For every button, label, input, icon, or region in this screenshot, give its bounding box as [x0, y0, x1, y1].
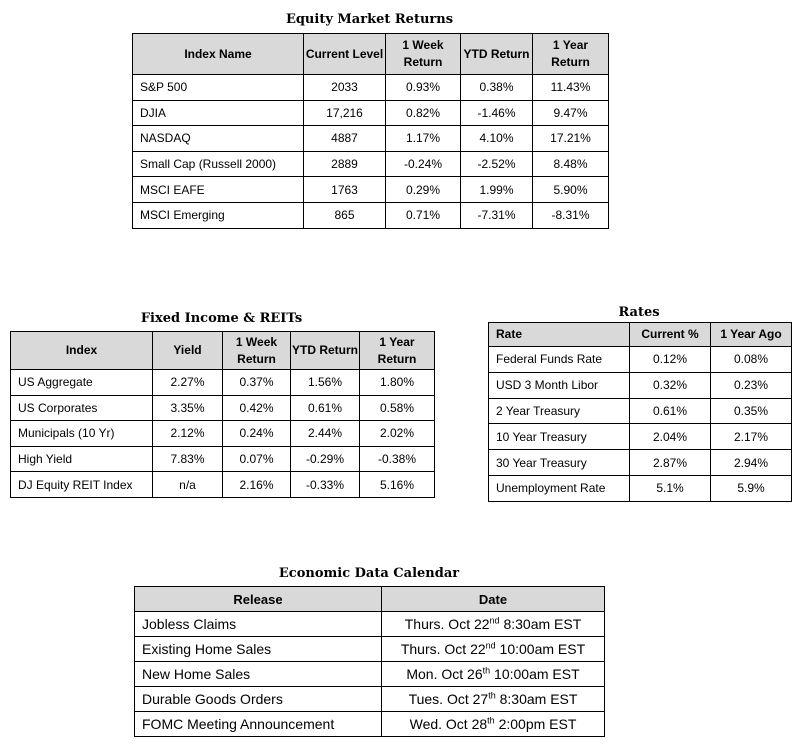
calendar-date-time: 8:30am EST	[499, 616, 582, 632]
fixed-header-week: 1 Week Return	[223, 332, 291, 370]
fixed-row	[11, 446, 435, 472]
equity-cell: 865	[304, 202, 386, 228]
fixed-cell: 2.16%	[223, 472, 291, 498]
fixed-title: Fixed Income & REITs	[140, 311, 303, 326]
calendar-date-day: Thurs. Oct 22	[404, 616, 490, 632]
fixed-row	[11, 472, 435, 498]
fixed-cell: n/a	[153, 472, 223, 498]
equity-cell: 4887	[304, 126, 386, 152]
rates-cell: 5.1%	[630, 475, 711, 501]
rates-cell: 2.04%	[630, 424, 711, 450]
fixed-cell: 0.24%	[223, 421, 291, 447]
rates-row	[489, 424, 792, 450]
equity-row	[133, 177, 609, 203]
equity-cell: 2889	[304, 151, 386, 177]
equity-row	[133, 151, 609, 177]
rates-rows	[489, 347, 792, 502]
fixed-cell: -0.38%	[360, 446, 435, 472]
equity-cell: 0.93%	[386, 75, 461, 101]
calendar-date-suffix: th	[482, 665, 491, 676]
fixed-table	[10, 331, 435, 498]
calendar-date-time: 2:00pm EST	[494, 716, 577, 732]
equity-cell: 5.90%	[533, 177, 609, 203]
calendar-rows	[135, 612, 605, 737]
equity-row-label: NASDAQ	[133, 126, 304, 152]
equity-cell: 17,216	[304, 100, 386, 126]
rates-header-current: Current %	[630, 323, 711, 347]
fixed-cell: 2.27%	[153, 370, 223, 396]
rates-cell: 0.23%	[711, 372, 792, 398]
rates-row	[489, 450, 792, 476]
fixed-rows	[11, 370, 435, 498]
rates-cell: 0.61%	[630, 398, 711, 424]
fixed-header-year: 1 Year Return	[360, 332, 435, 370]
equity-cell: 0.82%	[386, 100, 461, 126]
rates-row	[489, 398, 792, 424]
calendar-date-day: Thurs. Oct 22	[400, 641, 486, 657]
equity-row	[133, 126, 609, 152]
rates-header-rate: Rate	[489, 323, 630, 347]
equity-header-level: Current Level	[304, 34, 386, 75]
equity-cell: 1763	[304, 177, 386, 203]
fixed-cell: 2.02%	[360, 421, 435, 447]
equity-cell: 17.21%	[533, 126, 609, 152]
equity-row-label: MSCI Emerging	[133, 202, 304, 228]
equity-cell: -1.46%	[461, 100, 533, 126]
fixed-cell: 0.42%	[223, 395, 291, 421]
rates-row	[489, 475, 792, 501]
fixed-header-yield: Yield	[153, 332, 223, 370]
fixed-cell: 3.35%	[153, 395, 223, 421]
fixed-cell: 2.12%	[153, 421, 223, 447]
equity-title: Equity Market Returns	[285, 12, 454, 27]
rates-row-label: Unemployment Rate	[489, 475, 630, 501]
rates-cell: 0.12%	[630, 347, 711, 373]
fixed-header-index: Index	[11, 332, 153, 370]
fixed-row	[11, 395, 435, 421]
calendar-date-suffix: th	[488, 690, 496, 701]
calendar-date	[382, 687, 605, 712]
rates-table	[488, 322, 792, 502]
calendar-header-release: Release	[135, 587, 382, 612]
equity-header-name: Index Name	[133, 34, 304, 75]
calendar-date	[382, 712, 605, 737]
fixed-cell: 1.56%	[291, 370, 360, 396]
calendar-title: Economic Data Calendar	[278, 566, 460, 581]
equity-row	[133, 100, 609, 126]
fixed-cell: 0.37%	[223, 370, 291, 396]
equity-cell: 11.43%	[533, 75, 609, 101]
equity-cell: 0.71%	[386, 202, 461, 228]
calendar-date-time: 10:00am EST	[495, 641, 586, 657]
equity-cell: 0.29%	[386, 177, 461, 203]
rates-row-label: USD 3 Month Libor	[489, 372, 630, 398]
fixed-cell: 0.07%	[223, 446, 291, 472]
rates-cell: 2.87%	[630, 450, 711, 476]
calendar-date-suffix: th	[487, 715, 495, 726]
fixed-row	[11, 370, 435, 396]
calendar-date-suffix: nd	[485, 640, 496, 651]
equity-row-label: MSCI EAFE	[133, 177, 304, 203]
fixed-cell: -0.33%	[291, 472, 360, 498]
calendar-release: FOMC Meeting Announcement	[135, 712, 382, 737]
rates-cell: 0.08%	[711, 347, 792, 373]
equity-row-label: S&P 500	[133, 75, 304, 101]
equity-rows	[133, 75, 609, 229]
equity-cell: -0.24%	[386, 151, 461, 177]
equity-cell: -2.52%	[461, 151, 533, 177]
fixed-row	[11, 421, 435, 447]
fixed-row-label: Municipals (10 Yr)	[11, 421, 153, 447]
calendar-date-time: 8:30am EST	[495, 691, 578, 707]
equity-cell: 2033	[304, 75, 386, 101]
equity-row-label: Small Cap (Russell 2000)	[133, 151, 304, 177]
equity-row	[133, 202, 609, 228]
rates-cell: 2.17%	[711, 424, 792, 450]
rates-row	[489, 372, 792, 398]
equity-row-label: DJIA	[133, 100, 304, 126]
calendar-date-day: Wed. Oct 28	[409, 716, 488, 732]
fixed-cell: -0.29%	[291, 446, 360, 472]
fixed-cell: 5.16%	[360, 472, 435, 498]
calendar-date	[382, 662, 605, 687]
calendar-date-time: 10:00am EST	[490, 666, 580, 682]
fixed-cell: 1.80%	[360, 370, 435, 396]
equity-cell: -7.31%	[461, 202, 533, 228]
rates-cell: 0.32%	[630, 372, 711, 398]
fixed-row-label: DJ Equity REIT Index	[11, 472, 153, 498]
rates-row-label: 10 Year Treasury	[489, 424, 630, 450]
calendar-date-day: Tues. Oct 27	[408, 691, 489, 707]
equity-cell: 9.47%	[533, 100, 609, 126]
fixed-header-ytd: YTD Return	[291, 332, 360, 370]
calendar-date-suffix: nd	[489, 615, 500, 626]
equity-cell: -8.31%	[533, 202, 609, 228]
fixed-row-label: US Corporates	[11, 395, 153, 421]
calendar-date	[382, 637, 605, 662]
calendar-table	[134, 586, 605, 737]
rates-row-label: Federal Funds Rate	[489, 347, 630, 373]
calendar-date	[382, 612, 605, 637]
fixed-cell: 2.44%	[291, 421, 360, 447]
equity-cell: 4.10%	[461, 126, 533, 152]
equity-cell: 1.99%	[461, 177, 533, 203]
calendar-row	[135, 637, 605, 662]
fixed-cell: 7.83%	[153, 446, 223, 472]
rates-header-ago: 1 Year Ago	[711, 323, 792, 347]
equity-row	[133, 75, 609, 101]
calendar-row	[135, 712, 605, 737]
equity-table	[132, 33, 609, 229]
fixed-cell: 0.61%	[291, 395, 360, 421]
rates-row	[489, 347, 792, 373]
fixed-cell: 0.58%	[360, 395, 435, 421]
calendar-header-date: Date	[382, 587, 605, 612]
rates-cell: 2.94%	[711, 450, 792, 476]
calendar-date-day: Mon. Oct 26	[406, 666, 483, 682]
calendar-row	[135, 687, 605, 712]
rates-title: Rates	[618, 305, 660, 320]
fixed-row-label: US Aggregate	[11, 370, 153, 396]
equity-header-week: 1 Week Return	[386, 34, 461, 75]
calendar-release: Existing Home Sales	[135, 637, 382, 662]
calendar-row	[135, 662, 605, 687]
calendar-release: Jobless Claims	[135, 612, 382, 637]
rates-row-label: 2 Year Treasury	[489, 398, 630, 424]
equity-cell: 8.48%	[533, 151, 609, 177]
rates-cell: 0.35%	[711, 398, 792, 424]
equity-header-year: 1 Year Return	[533, 34, 609, 75]
calendar-release: New Home Sales	[135, 662, 382, 687]
equity-cell: 1.17%	[386, 126, 461, 152]
calendar-release: Durable Goods Orders	[135, 687, 382, 712]
equity-header-ytd: YTD Return	[461, 34, 533, 75]
rates-row-label: 30 Year Treasury	[489, 450, 630, 476]
fixed-row-label: High Yield	[11, 446, 153, 472]
equity-cell: 0.38%	[461, 75, 533, 101]
calendar-row	[135, 612, 605, 637]
rates-cell: 5.9%	[711, 475, 792, 501]
